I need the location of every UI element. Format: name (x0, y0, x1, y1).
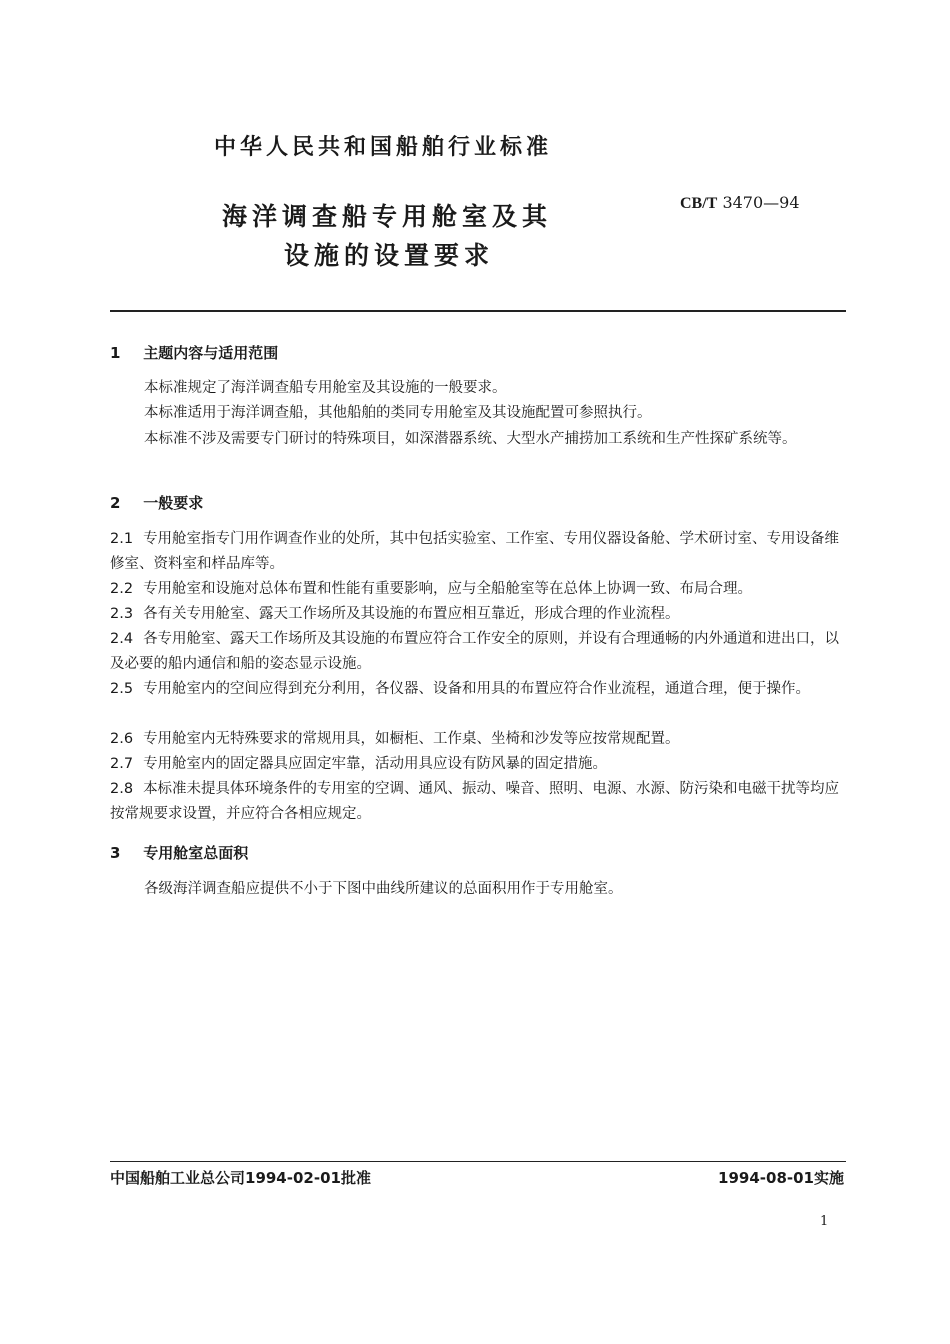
clause-2-4 (110, 627, 846, 677)
clause-text: 专用舱室内无特殊要求的常规用具，如橱柜、工作桌、坐椅和沙发等应按常规配置。 (143, 731, 680, 747)
clause-2-7 (110, 752, 846, 777)
clause-number: 2.3 (110, 606, 134, 622)
section3-heading (110, 842, 248, 863)
section2-heading (110, 492, 203, 513)
section1-number: 1 (110, 344, 121, 362)
clause-2-3 (110, 602, 846, 627)
clause-2-5 (110, 677, 846, 702)
clause-number: 2.8 (110, 781, 134, 797)
header-rule (110, 310, 846, 312)
section3-paragraph1: 各级海洋调查船应提供不小于下图中曲线所建议的总面积用作于专用舱室。 (144, 881, 623, 897)
section1-title: 主题内容与适用范围 (143, 344, 279, 362)
approval-note: 中国船舶工业总公司1994-02-01批准 (110, 1169, 371, 1187)
section2-title: 一般要求 (143, 494, 204, 512)
clause-text: 各有关专用舱室、露天工作场所及其设施的布置应相互靠近，形成合理的作业流程。 (143, 606, 680, 622)
clause-text: 本标准未提具体环境条件的专用室的空调、通风、振动、噪音、照明、电源、水源、防污染和电磁干扰等均应按常规要求设置，并应符合各相应规定。 (110, 781, 840, 822)
document-title-line1: 海洋调查船专用舱室及其 (222, 202, 553, 231)
clause-text: 专用舱室和设施对总体布置和性能有重要影响，应与全船舱室等在总体上协调一致、布局合理。 (143, 581, 753, 597)
clause-text: 专用舱室内的固定器具应固定牢靠，活动用具应设有防风暴的固定措施。 (143, 756, 608, 772)
section1-paragraph1: 本标准规定了海洋调查船专用舱室及其设施的一般要求。 (144, 380, 507, 396)
clause-text: 专用舱室内的空间应得到充分利用，各仪器、设备和用具的布置应符合作业流程，通道合理，便于操作。 (143, 681, 811, 697)
effective-date-note: 1994-08-01实施 (718, 1169, 844, 1187)
standard-code-prefix: CB/T (680, 195, 718, 212)
clause-2-1 (110, 527, 846, 577)
standard-code (680, 193, 800, 213)
section3-number: 3 (110, 844, 121, 862)
section1-paragraph3: 本标准不涉及需要专门研讨的特殊项目，如深潜器系统、大型水产捕捞加工系统和生产性探矿系统等。 (144, 431, 797, 447)
section1-heading (110, 342, 278, 363)
section3-title: 专用舱室总面积 (143, 844, 249, 862)
section2-number: 2 (110, 494, 121, 512)
clause-number: 2.7 (110, 756, 134, 772)
clause-text: 各专用舱室、露天工作场所及其设施的布置应符合工作安全的原则，并设有合理通畅的内外通道和进出口，以及必要的船内通信和船的姿态显示设施。 (110, 631, 840, 672)
clause-number: 2.2 (110, 581, 134, 597)
clause-number: 2.1 (110, 531, 134, 547)
clause-number: 2.5 (110, 681, 134, 697)
clause-text: 专用舱室指专门用作调查作业的处所，其中包括实验室、工作室、专用仪器设备舱、学术研讨室、专用设备维修室、资料室和样品库等。 (110, 531, 840, 572)
section1-paragraph2: 本标准适用于海洋调查船，其他船舶的类同专用舱室及其设施配置可参照执行。 (144, 405, 652, 421)
page-number: 1 (820, 1214, 829, 1229)
issuing-body-heading: 中华人民共和国船舶行业标准 (214, 135, 553, 160)
document-title-line2: 设施的设置要求 (284, 241, 495, 270)
clause-2-2 (110, 577, 846, 602)
clause-number: 2.6 (110, 731, 134, 747)
clause-number: 2.4 (110, 631, 134, 647)
clause-2-6 (110, 727, 846, 752)
clause-2-8 (110, 777, 846, 827)
footer-rule (110, 1161, 846, 1162)
standard-code-number: 3470—94 (722, 193, 800, 212)
